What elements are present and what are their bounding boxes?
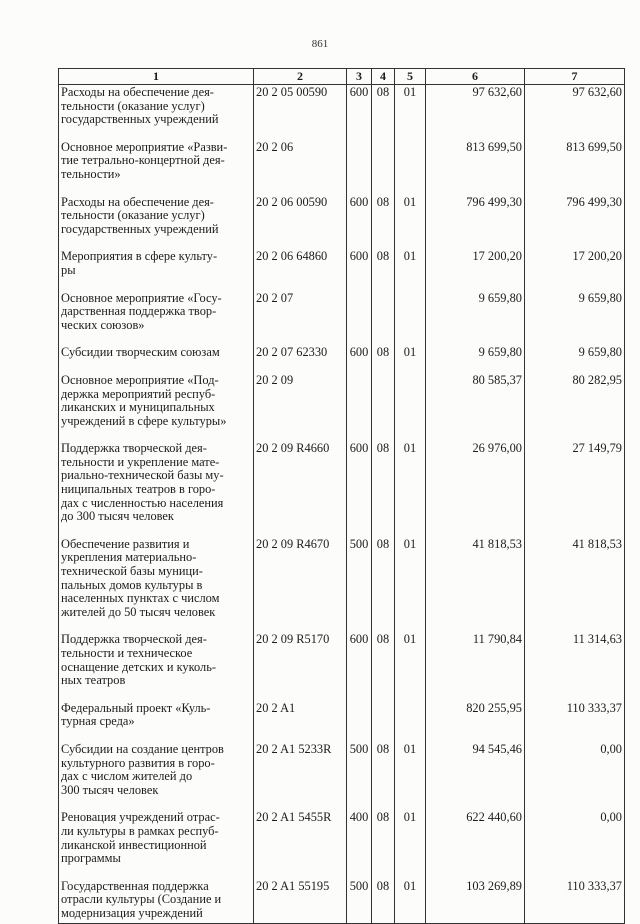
row-name-line: технической базы муници-	[61, 564, 203, 579]
row-name-line: Поддержка творческой дея-	[61, 441, 207, 456]
row-name-line: до 300 тысяч человек	[61, 509, 174, 524]
col-header-2: 2	[254, 69, 347, 85]
row-name-line: учреждений в сфере культуры»	[61, 413, 227, 428]
table-row	[59, 441, 625, 537]
row-code: 20 2 A1 5455R	[254, 810, 347, 878]
row-name-line: модернизация учреждений	[61, 905, 203, 920]
row-name-line: тельности»	[61, 166, 121, 181]
row-value-7: 0,00	[525, 810, 625, 878]
row-name-line: Основное мероприятие «Госу-	[61, 290, 222, 305]
row-col3: 500	[347, 879, 372, 923]
row-name-line: Государственная поддержка	[61, 878, 209, 893]
row-name-line: Субсидии творческим союзам	[61, 345, 220, 360]
row-col4: 08	[372, 195, 395, 250]
row-value-6: 622 440,60	[426, 810, 525, 878]
row-col3: 600	[347, 195, 372, 250]
row-value-6: 9 659,80	[426, 345, 525, 373]
row-name-line: дарственная поддержка твор-	[61, 304, 217, 319]
row-value-6: 796 499,30	[426, 195, 525, 250]
row-name	[59, 85, 254, 140]
header-row	[59, 69, 625, 85]
row-col4: 08	[372, 537, 395, 633]
row-col5	[395, 291, 426, 346]
row-col3: 600	[347, 249, 372, 290]
row-code: 20 2 06 00590	[254, 195, 347, 250]
row-name-line: пальных домов культуры в	[61, 577, 203, 592]
row-name	[59, 140, 254, 195]
row-code: 20 2 07	[254, 291, 347, 346]
row-name-line: ли культуры в рамках респуб-	[61, 823, 219, 838]
row-code: 20 2 09 R4660	[254, 441, 347, 537]
row-name-line: Расходы на обеспечение дея-	[61, 194, 214, 209]
row-value-6: 103 269,89	[426, 879, 525, 923]
row-name-line: Обеспечение развития и	[61, 536, 190, 551]
row-name	[59, 701, 254, 742]
row-col4: 08	[372, 810, 395, 878]
row-name-line: риально-технической базы му-	[61, 468, 224, 483]
row-name-line: культурного развития в горо-	[61, 755, 215, 770]
table-row	[59, 345, 625, 373]
row-name-line: ных театров	[61, 673, 126, 688]
col-header-3: 3	[347, 69, 372, 85]
row-value-6: 813 699,50	[426, 140, 525, 195]
row-value-6: 80 585,37	[426, 373, 525, 441]
row-col3: 400	[347, 810, 372, 878]
row-col5	[395, 373, 426, 441]
row-name-line: Субсидии на создание центров	[61, 741, 224, 756]
row-value-6: 94 545,46	[426, 742, 525, 810]
row-name-line: ликанских и муниципальных	[61, 400, 215, 415]
row-code: 20 2 06	[254, 140, 347, 195]
row-value-7: 27 149,79	[525, 441, 625, 537]
table-row	[59, 291, 625, 346]
row-name-line: ниципальных театров в горо-	[61, 482, 216, 497]
row-col5: 01	[395, 85, 426, 140]
row-name-line: Мероприятия в сфере культу-	[61, 249, 218, 264]
row-name-line: населенных пунктах с числом	[61, 591, 220, 606]
col-header-5: 5	[395, 69, 426, 85]
table-row	[59, 810, 625, 878]
row-name	[59, 195, 254, 250]
table-row	[59, 701, 625, 742]
row-name-line: тельности и техническое	[61, 646, 193, 660]
row-code: 20 2 05 00590	[254, 85, 347, 140]
row-col3	[347, 701, 372, 742]
table-row	[59, 537, 625, 633]
row-col5: 01	[395, 537, 426, 633]
row-col5: 01	[395, 345, 426, 373]
row-name-line: ликанской инвестиционной	[61, 837, 207, 852]
row-name-line: отрасли культуры (Создание и	[61, 892, 222, 907]
row-name-line: турная среда»	[61, 714, 135, 729]
row-col4	[372, 701, 395, 742]
table-row	[59, 373, 625, 441]
row-col4: 08	[372, 85, 395, 140]
row-value-7: 813 699,50	[525, 140, 625, 195]
row-value-7: 80 282,95	[525, 373, 625, 441]
row-value-7: 796 499,30	[525, 195, 625, 250]
row-col5: 01	[395, 441, 426, 537]
row-value-7: 11 314,63	[525, 632, 625, 700]
row-value-6: 820 255,95	[426, 701, 525, 742]
row-name-line: Расходы на обеспечение дея-	[61, 85, 214, 99]
row-col5	[395, 701, 426, 742]
table-row	[59, 249, 625, 290]
row-name	[59, 742, 254, 810]
row-name-line: тельности (оказание услуг)	[61, 98, 205, 113]
row-col5: 01	[395, 195, 426, 250]
row-col4: 08	[372, 249, 395, 290]
row-col3	[347, 291, 372, 346]
row-col3: 600	[347, 632, 372, 700]
row-col4	[372, 140, 395, 195]
row-col4: 08	[372, 441, 395, 537]
row-name	[59, 810, 254, 878]
row-value-7: 110 333,37	[525, 879, 625, 923]
row-code: 20 2 A1 5233R	[254, 742, 347, 810]
table-row	[59, 879, 625, 923]
row-value-7: 9 659,80	[525, 345, 625, 373]
row-value-6: 9 659,80	[426, 291, 525, 346]
row-name-line: ры	[61, 262, 76, 277]
table-row	[59, 85, 625, 140]
row-col5	[395, 140, 426, 195]
row-value-7: 97 632,60	[525, 85, 625, 140]
row-name-line: государственных учреждений	[61, 112, 219, 127]
row-name-line: Основное мероприятие «Разви-	[61, 139, 228, 154]
row-col3: 600	[347, 441, 372, 537]
row-code: 20 2 07 62330	[254, 345, 347, 373]
budget-table	[58, 68, 625, 924]
row-col3: 500	[347, 742, 372, 810]
row-name-line: Федеральный проект «Куль-	[61, 700, 211, 715]
table-row	[59, 742, 625, 810]
row-col3: 600	[347, 85, 372, 140]
col-header-6: 6	[426, 69, 525, 85]
table-body	[59, 85, 625, 924]
row-code: 20 2 09 R4670	[254, 537, 347, 633]
row-col4: 08	[372, 345, 395, 373]
row-code: 20 2 06 64860	[254, 249, 347, 290]
row-value-6: 41 818,53	[426, 537, 525, 633]
row-value-7: 9 659,80	[525, 291, 625, 346]
row-name-line: укрепления материально-	[61, 550, 197, 565]
row-name-line: дах с численностью населения	[61, 495, 224, 510]
table-row	[59, 195, 625, 250]
row-value-6: 17 200,20	[426, 249, 525, 290]
row-name-line: тельности и укрепление мате-	[61, 454, 220, 469]
row-name-line: Реновация учреждений отрас-	[61, 810, 220, 825]
col-header-1: 1	[59, 69, 254, 85]
page-number: 861	[311, 38, 329, 50]
row-col5: 01	[395, 810, 426, 878]
row-col4	[372, 373, 395, 441]
row-value-6: 97 632,60	[426, 85, 525, 140]
row-code: 20 2 A1 55195	[254, 879, 347, 923]
row-name-line: 300 тысяч человек	[61, 782, 159, 797]
row-name	[59, 373, 254, 441]
row-name	[59, 249, 254, 290]
row-col5: 01	[395, 632, 426, 700]
col-header-4: 4	[372, 69, 395, 85]
col-header-7: 7	[525, 69, 625, 85]
row-name-line: государственных учреждений	[61, 221, 219, 236]
row-name-line: жителей до 50 тысяч человек	[61, 604, 216, 619]
row-name-line: тельности (оказание услуг)	[61, 208, 205, 223]
row-name-line: дах с числом жителей до	[61, 769, 193, 784]
row-value-7: 41 818,53	[525, 537, 625, 633]
row-name-line: держка мероприятий респуб-	[61, 386, 216, 401]
row-name-line: ческих союзов»	[61, 317, 145, 332]
row-value-7: 17 200,20	[525, 249, 625, 290]
row-code: 20 2 09 R5170	[254, 632, 347, 700]
table-row	[59, 632, 625, 700]
row-name-line: оснащение детских и куколь-	[61, 659, 216, 674]
row-col5: 01	[395, 249, 426, 290]
row-value-6: 26 976,00	[426, 441, 525, 537]
row-value-6: 11 790,84	[426, 632, 525, 700]
row-name	[59, 537, 254, 633]
row-col3: 500	[347, 537, 372, 633]
row-col3: 600	[347, 345, 372, 373]
row-code: 20 2 A1	[254, 701, 347, 742]
row-name-line: тие тетрально-концертной дея-	[61, 153, 225, 168]
row-name	[59, 345, 254, 373]
row-name-line: Основное мероприятие «Под-	[61, 372, 219, 387]
table-row	[59, 140, 625, 195]
row-col3	[347, 373, 372, 441]
row-name	[59, 632, 254, 700]
row-col4: 08	[372, 742, 395, 810]
row-name	[59, 879, 254, 923]
row-col3	[347, 140, 372, 195]
row-col5: 01	[395, 879, 426, 923]
row-col4	[372, 291, 395, 346]
row-name-line: Поддержка творческой дея-	[61, 632, 207, 647]
row-value-7: 0,00	[525, 742, 625, 810]
row-name	[59, 291, 254, 346]
row-code: 20 2 09	[254, 373, 347, 441]
row-value-7: 110 333,37	[525, 701, 625, 742]
row-col4: 08	[372, 879, 395, 923]
row-name-line: программы	[61, 851, 121, 866]
row-col5: 01	[395, 742, 426, 810]
row-name	[59, 441, 254, 537]
row-col4: 08	[372, 632, 395, 700]
